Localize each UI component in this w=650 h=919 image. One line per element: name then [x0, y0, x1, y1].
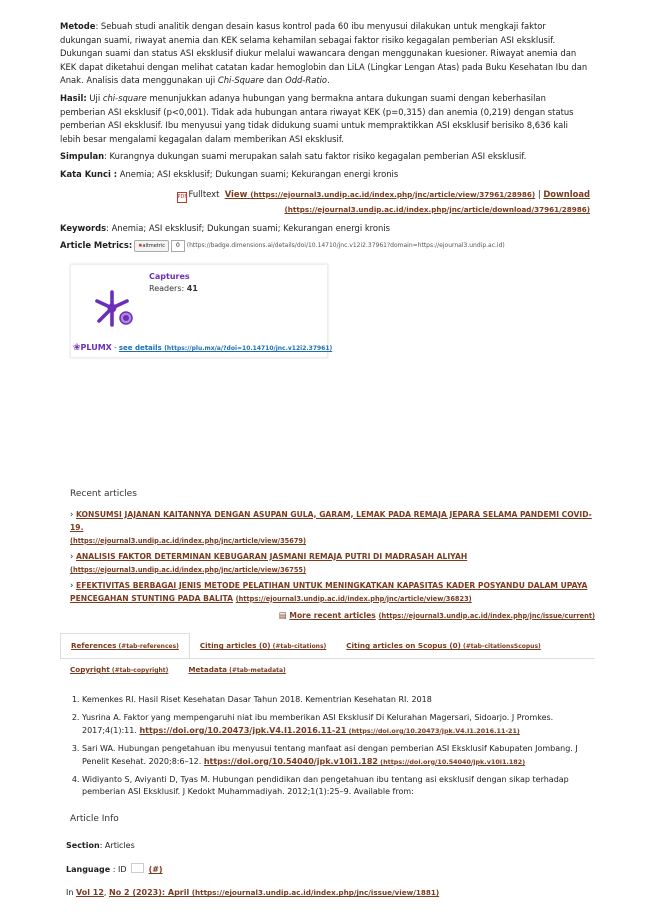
reference-item: 1. Kemenkes RI. Hasil Riset Kesehatan Dasar Tahun 2018. Kementrian Kesehatan RI. 2018 [82, 694, 602, 706]
doi-link[interactable]: https://doi.org/10.20473/jpk.V4.I1.2016.11-21 [139, 725, 347, 735]
plumx-widget [70, 264, 333, 358]
plumx-captures-label: Captures [149, 272, 190, 281]
recent-articles-heading: Recent articles [70, 489, 137, 499]
view-link[interactable]: View (https://ejournal3.undip.ac.id/index.php/jnc/article/view/37961/28986) [224, 188, 536, 199]
issue-row: In Vol 12, No 2 (2023): April (https://ejournal3.undip.ac.id/index.php/jnc/issue/view/1881) [66, 888, 440, 898]
metode-label: Metode [60, 21, 96, 31]
doi-link[interactable]: https://doi.org/10.54040/jpk.v10i1.182 [203, 756, 378, 766]
kata-kunci-paragraph: Kata Kunci : Anemia; ASI eksklusif; Dukungan suami; Kekurangan energi kronis [60, 169, 399, 180]
tab-row-2 [60, 664, 595, 682]
doi-link-url[interactable]: (https://doi.org/10.54040/jpk.v10i1.182) [377, 757, 526, 766]
reference-list [70, 694, 602, 805]
section-row: Section: Articles [66, 841, 135, 850]
plumx-captures-icon [89, 285, 135, 331]
dimensions-link[interactable]: (https://badge.dimensions.ai/details/doi/10.14710/jnc.v12i2.37961?domain=https://ejournal3.undip.ac.id) [186, 242, 505, 250]
download-link[interactable]: Download [543, 188, 590, 199]
dimensions-count[interactable]: 0 [171, 240, 185, 252]
tab-copyright[interactable]: Copyright (#tab-copyright) [70, 665, 169, 674]
article-metrics [60, 239, 590, 253]
keywords-paragraph: Keywords: Anemia; ASI eksklusif; Dukungan suami; Kekurangan energi kronis [60, 222, 391, 233]
language-row: Language : ID (#) [66, 865, 163, 875]
fulltext-links: PDFFulltext View (https://ejournal3.undip.ac.id/index.php/jnc/article/view/37961/28986) | Download (https://ejournal3.undip.ac.id/index.php/jnc/article/download/37961/28986) [177, 188, 590, 214]
tab-row [60, 634, 595, 658]
more-recent-articles[interactable]: ▤ More recent articles (https://ejournal3.undip.ac.id/index.php/jnc/issue/current) [278, 609, 595, 620]
article-info [66, 840, 586, 911]
tab-references[interactable]: References (#tab-references) [60, 633, 190, 658]
plumx-readers: Readers: 41 [149, 284, 198, 293]
metode-paragraph: Metode: Sebuah studi analitik dengan desain kasus kontrol pada 60 ibu menyusui dilakukan untuk mengkaji faktor dukungan suami, riwayat anemia dan KEK selama kehamilan sebagai faktor risiko kegagalan pemberian ASI eksklusif. Dukungan suami dan status ASI eksklusif diukur melalui wawancara dengan menggunakan kuesioner. Riwayat anemia dan KEK dapat diketahui dengan melihat catatan kadar hemoglobin dan LiLA (Lingkar Lengan Atas) pada Buku Kesehatan Ibu dan Anak. Analisis data menggunakan uji Chi-Square dan Odd-Ratio. [60, 21, 588, 86]
flag-icon [131, 863, 144, 873]
plumx-logo: PLUMX [80, 343, 112, 352]
reference-item: 3. Sari WA. Hubungan pengetahuan ibu menyusui tentang manfaat asi dengan pemberian ASI Eksklusif Kabupaten Jombang. J Penelit Kesehat. 2020;8:6–12. https://doi.org/10.54040/jpk.v10i1.182 (https://doi.org/10.54040/jpk.v10i1.182) [82, 743, 602, 768]
tab-citations-scopus[interactable]: Citing articles on Scopus (0) (#tab-citationsScopus) [346, 641, 541, 651]
download-url-link[interactable]: (https://ejournal3.undip.ac.id/index.php/jnc/article/download/37961/28986) [284, 204, 590, 214]
tab-divider [60, 658, 595, 659]
plumx-footer: ❀PLUMX - see details (https://plu.mx/a/?doi=10.14710/jnc.v12i2.37961) [73, 343, 333, 353]
hasil-paragraph: Hasil: Uji chi-square menunjukkan adanya hubungan yang bermakna antara dukungan suami dengan keberhasilan pemberian ASI eksklusif (p<0,001). Tidak ada hubungan antara riwayat KEK (p=0,315) dan anemia (0,219) dengan status pemberian ASI eksklusif. Ibu menyusui yang tidak didukung suami untuk mempraktikkan ASI eksklusif berisiko 8,636 kali lebih besar mengalami kegagalan dalam memberikan ASI eksklusif. [60, 93, 574, 144]
plumx-logo-icon: ❀ [73, 343, 81, 353]
pdf-icon: PDF [177, 192, 187, 203]
hasil-label: Hasil: [60, 93, 87, 104]
simpulan-label: Simpulan [60, 151, 105, 162]
recent-article[interactable]: › EFEKTIVITAS BERBAGAI JENIS METODE PELATIHAN UNTUK MENINGKATKAN KAPASITAS KADER POSYANDU DALAM UPAYA PENCEGAHAN STUNTING PADA BALITA (https://ejournal3.undip.ac.id/index.php/jnc/article/view/36823) [70, 579, 588, 603]
recent-article[interactable]: › ANALISIS FAKTOR DETERMINAN KEBUGARAN JASMANI REMAJA PUTRI DI MADRASAH ALIYAH (https://ejournal3.undip.ac.id/index.php/jnc/article/view/36755) [70, 550, 468, 574]
tab-citations[interactable]: Citing articles (0) (#tab-citations) [199, 641, 327, 651]
see-details-link[interactable]: see details (https://plu.mx/a/?doi=10.14710/jnc.v12i2.37961) [118, 344, 333, 352]
reference-tabs [60, 634, 595, 684]
doi-link-url[interactable]: (https://doi.org/10.20473/jpk.V4.I1.2016.11-21) [346, 726, 520, 735]
volume-link[interactable]: Vol 12 [75, 888, 104, 898]
article-info-heading: Article Info [70, 814, 119, 824]
kata-kunci-label: Kata Kunci : [60, 169, 118, 180]
recent-articles [70, 487, 595, 622]
list-icon: ▤ [278, 609, 287, 620]
language-link[interactable]: (#) [148, 865, 163, 875]
simpulan-paragraph: Simpulan: Kurangnya dukungan suami merupakan salah satu faktor risiko kegagalan pemberian ASI eksklusif. [60, 151, 527, 162]
tab-metadata[interactable]: Metadata (#tab-metadata) [188, 665, 286, 674]
reference-item: 4. Widiyanto S, Aviyanti D, Tyas M. Hubungan pendidikan dan pengetahuan ibu tentang asi eksklusif dengan sikap terhadap pemberian ASI Eksklusif. J Kedokt Muhammadiyah. 2012;1(1):25–9. Available from: [82, 774, 602, 799]
altmetric-badge[interactable]: ✺ altmetric [134, 240, 169, 252]
reference-item: 2. Yusrina A. Faktor yang mempengaruhi niat ibu memberikan ASI Eksklusif Di Kelurahan Magersari, Sidoarjo. J Promkes. 2017;4(1):11. https://doi.org/10.20473/jpk.V4.I1.2016.11-21 (https://doi.org/10.20473/jpk.V4.I1.2016.11-21) [82, 712, 602, 737]
altmetric-icon: ✺ [138, 243, 143, 250]
abstract [60, 20, 590, 253]
fulltext-label: Fulltext [188, 188, 220, 199]
recent-article[interactable]: › KONSUMSI JAJANAN KAITANNYA DENGAN ASUPAN GULA, GARAM, LEMAK PADA REMAJA JEPARA SELAMA PANDEMI COVID-19. (https://ejournal3.undip.ac.id/index.php/jnc/article/view/35679) [70, 508, 592, 545]
issue-link[interactable]: No 2 (2023): April (https://ejournal3.undip.ac.id/index.php/jnc/issue/view/1881) [109, 888, 440, 898]
metrics-label: Article Metrics: [60, 240, 133, 251]
keywords-label: Keywords [60, 222, 107, 233]
